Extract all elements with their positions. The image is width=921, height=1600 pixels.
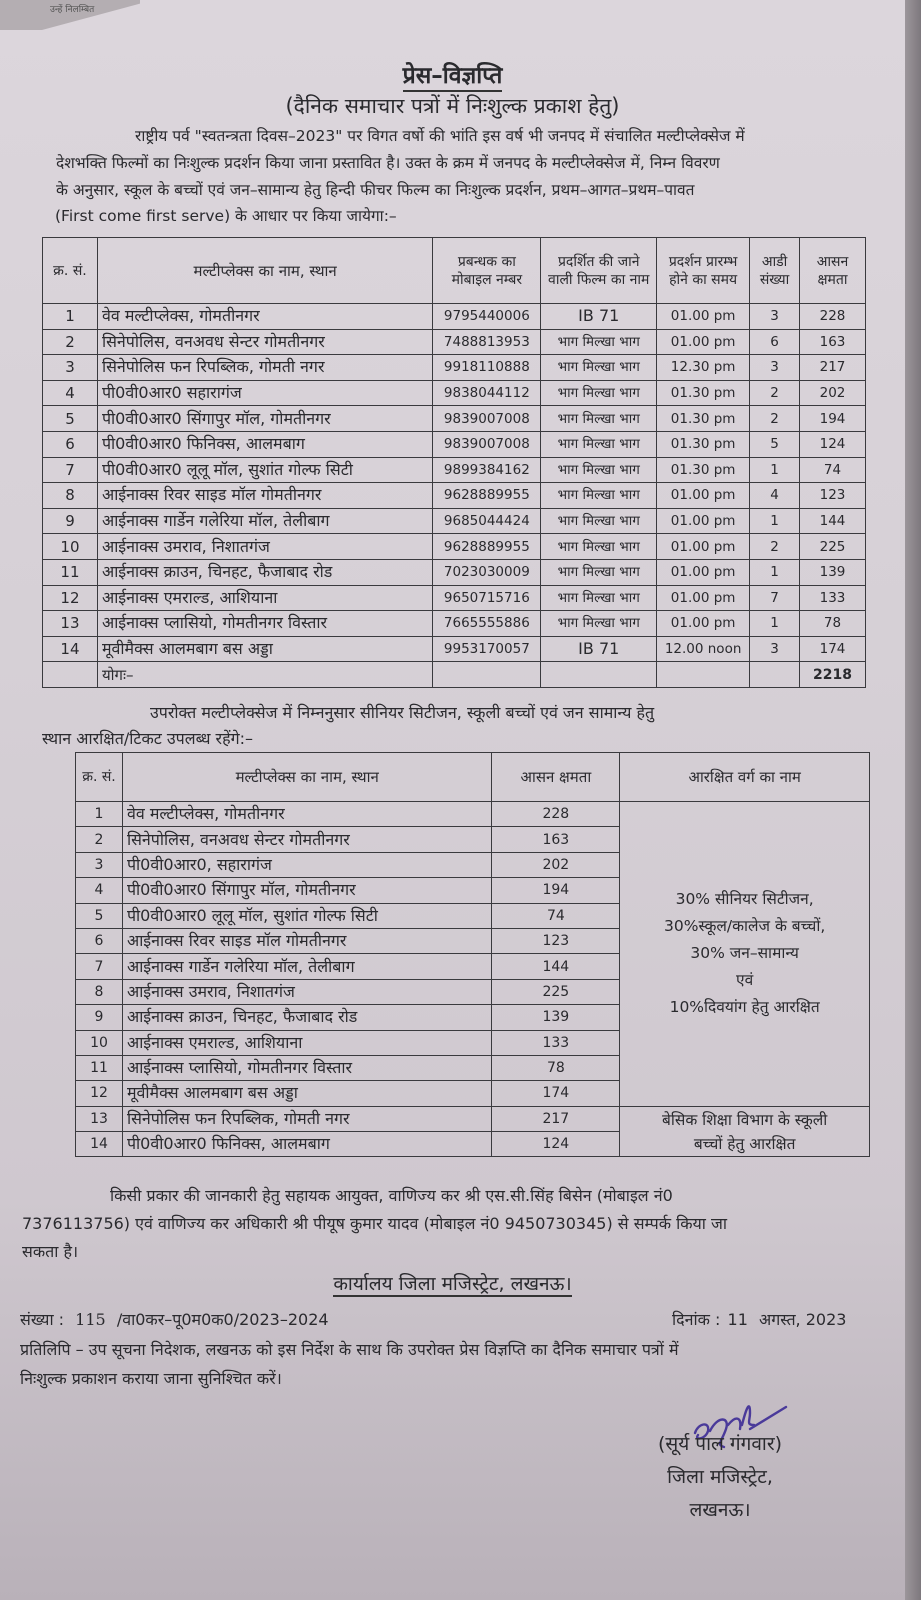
reservation-line-1: उपरोक्त मल्टीप्लेक्सेज में निम्ननुसार सीनियर सिटीजन, स्कूली बच्चों एवं जन सामान्य हेतु (150, 703, 655, 722)
total-empty (541, 662, 657, 688)
cell-sr: 6 (76, 928, 123, 953)
cell-aadi: 5 (750, 431, 800, 457)
cell-capacity: 124 (492, 1132, 620, 1157)
cell-name: पी0वी0आर0 सहारागंज (97, 380, 432, 406)
table-row (43, 636, 866, 662)
cell-film: भाग मिल्खा भाग (541, 508, 657, 534)
cell-aadi: 1 (750, 508, 800, 534)
cell-aadi: 1 (750, 457, 800, 483)
cell-name: आईनाक्स एमराल्ड, आशियाना (122, 1030, 491, 1055)
cell-name: पी0वी0आर0 लूलू मॉल, सुशांत गोल्फ सिटी (122, 903, 491, 928)
cell-film: IB 71 (541, 636, 657, 662)
header-category: आरक्षित वर्ग का नाम (620, 753, 870, 802)
cell-capacity: 78 (492, 1055, 620, 1080)
cell-name: आईनाक्स एमराल्ड, आशियाना (97, 585, 432, 611)
cell-capacity: 228 (800, 304, 866, 330)
cell-capacity: 174 (800, 636, 866, 662)
cell-name: सिनेपोलिस, वनअवध सेन्टर गोमतीनगर (122, 827, 491, 852)
intro-line-2: देशभक्ति फिल्मों का निःशुल्क प्रदर्शन किया जाना प्रस्तावित है। उक्त के क्रम में जनपद के मल्टीप्लेक्सेज में, निम्न विवरण (56, 154, 720, 172)
cell-capacity: 133 (800, 585, 866, 611)
cell-time: 01.00 pm (657, 534, 750, 560)
cell-capacity: 144 (800, 508, 866, 534)
cell-sr: 14 (43, 636, 98, 662)
cell-aadi: 1 (750, 611, 800, 637)
contact-line-2: 7376113756) एवं वाणिज्य कर अधिकारी श्री पीयूष कुमार यादव (मोबाइल नं0 9450730345) से सम्पर्क किया जा (22, 1214, 728, 1233)
reservation-table (75, 752, 870, 1157)
table-row (76, 1106, 870, 1131)
cell-time: 12.30 pm (657, 355, 750, 381)
cell-mobile: 9839007008 (433, 406, 541, 432)
cell-mobile: 9839007008 (433, 431, 541, 457)
table-row (43, 304, 866, 330)
table-row (43, 406, 866, 432)
screening-table (42, 237, 866, 688)
cell-time: 01.30 pm (657, 457, 750, 483)
cell-capacity: 139 (800, 559, 866, 585)
cell-mobile: 7488813953 (433, 329, 541, 355)
cell-name: सिनेपोलिस, वनअवध सेन्टर गोमतीनगर (97, 329, 432, 355)
cell-sr: 7 (43, 457, 98, 483)
cell-sr: 4 (43, 380, 98, 406)
cell-film: भाग मिल्खा भाग (541, 534, 657, 560)
cell-mobile: 7023030009 (433, 559, 541, 585)
cell-sr: 5 (76, 903, 123, 928)
header-mobile: प्रबन्धक का मोबाइल नम्बर (433, 238, 541, 304)
background-edge (905, 0, 921, 1600)
cell-sr: 14 (76, 1132, 123, 1157)
cell-sr: 4 (76, 878, 123, 903)
cell-sr: 3 (76, 852, 123, 877)
cell-time: 01.00 pm (657, 559, 750, 585)
header-time: प्रदर्शन प्रारम्भ होने का समय (657, 238, 750, 304)
number-value: 115 (75, 1310, 106, 1329)
cell-name: सिनेपोलिस फन रिपब्लिक, गोमती नगर (122, 1106, 491, 1131)
cell-name: आईनाक्स प्लासियो, गोमतीनगर विस्तार (97, 611, 432, 637)
cell-sr: 10 (43, 534, 98, 560)
table-row (43, 329, 866, 355)
cell-aadi: 3 (750, 636, 800, 662)
cell-mobile: 9953170057 (433, 636, 541, 662)
total-empty (433, 662, 541, 688)
category-line: 30%स्कूल/कालेज के बच्चों, (664, 917, 826, 936)
cell-film: भाग मिल्खा भाग (541, 585, 657, 611)
cell-capacity: 123 (800, 483, 866, 509)
cell-capacity: 194 (492, 878, 620, 903)
cell-sr: 12 (76, 1081, 123, 1106)
cell-name: वेव मल्टीप्लेक्स, गोमतीनगर (122, 802, 491, 827)
cell-name: आईनाक्स प्लासियो, गोमतीनगर विस्तार (122, 1055, 491, 1080)
table-row (43, 611, 866, 637)
cell-sr: 9 (43, 508, 98, 534)
cell-name: आईनाक्स क्राउन, चिनहट, फैजाबाद रोड (122, 1005, 491, 1030)
cell-film: भाग मिल्खा भाग (541, 355, 657, 381)
cell-aadi: 6 (750, 329, 800, 355)
cell-capacity: 174 (492, 1081, 620, 1106)
cell-sr: 8 (76, 979, 123, 1004)
cell-film: भाग मिल्खा भाग (541, 431, 657, 457)
date-day: 11 (727, 1310, 748, 1329)
cell-film: भाग मिल्खा भाग (541, 380, 657, 406)
table-header-row (76, 753, 870, 802)
table-row (43, 534, 866, 560)
cell-aadi: 2 (750, 534, 800, 560)
cell-name: मूवीमैक्स आलमबाग बस अड्डा (97, 636, 432, 662)
reservation-line-2: स्थान आरक्षित/टिकट उपलब्ध रहेंगे:– (42, 729, 253, 748)
cell-name: सिनेपोलिस फन रिपब्लिक, गोमती नगर (97, 355, 432, 381)
intro-line-1: राष्ट्रीय पर्व "स्वतन्त्रता दिवस–2023" पर विगत वर्षो की भांति इस वर्ष भी जनपद में संचालित मल्टीप्लेक्सेज में (135, 127, 745, 145)
cell-mobile: 9918110888 (433, 355, 541, 381)
cell-name: आईनाक्स गार्डेन गलेरिया मॉल, तेलीबाग (97, 508, 432, 534)
cell-film: IB 71 (541, 304, 657, 330)
reference-number (20, 1308, 329, 1330)
cell-capacity: 202 (492, 852, 620, 877)
cell-mobile: 9650715716 (433, 585, 541, 611)
cell-capacity: 133 (492, 1030, 620, 1055)
cell-mobile: 9685044424 (433, 508, 541, 534)
cell-name: आईनाक्स क्राउन, चिनहट, फैजाबाद रोड (97, 559, 432, 585)
cell-mobile: 9628889955 (433, 483, 541, 509)
cell-capacity: 124 (800, 431, 866, 457)
fold-text: उन्हें निलम्बित (50, 5, 95, 15)
contact-line-3: सकता है। (22, 1242, 79, 1261)
signatory-name: (सूर्य पाल गंगवार) (657, 1433, 782, 1455)
header-name: मल्टीप्लेक्स का नाम, स्थान (122, 753, 491, 802)
cell-sr: 12 (43, 585, 98, 611)
cell-aadi: 7 (750, 585, 800, 611)
cell-capacity: 163 (800, 329, 866, 355)
document-date (672, 1308, 846, 1330)
cell-sr: 8 (43, 483, 98, 509)
cell-mobile: 9795440006 (433, 304, 541, 330)
cell-name: पी0वी0आर0 सिंगापुर मॉल, गोमतीनगर (97, 406, 432, 432)
cell-capacity: 217 (492, 1106, 620, 1131)
cell-name: पी0वी0आर0 फिनिक्स, आलमबाग (122, 1132, 491, 1157)
cell-sr: 2 (76, 827, 123, 852)
cell-mobile: 9628889955 (433, 534, 541, 560)
header-name: मल्टीप्लेक्स का नाम, स्थान (97, 238, 432, 304)
table-row (43, 457, 866, 483)
number-ref: /वा0कर–पू0म0क0/2023–2024 (116, 1310, 329, 1329)
page-subtitle: (दैनिक समाचार पत्रों में निःशुल्क प्रकाश हेतु) (285, 94, 620, 118)
total-empty (750, 662, 800, 688)
table-row (43, 483, 866, 509)
total-empty (657, 662, 750, 688)
cell-capacity: 194 (800, 406, 866, 432)
cell-capacity: 217 (800, 355, 866, 381)
table-row (43, 508, 866, 534)
title-text: प्रेस–विज्ञप्ति (403, 63, 503, 92)
category-line: एवं (736, 971, 754, 990)
cell-name: वेव मल्टीप्लेक्स, गोमतीनगर (97, 304, 432, 330)
cell-capacity: 78 (800, 611, 866, 637)
cell-film: भाग मिल्खा भाग (541, 329, 657, 355)
cell-capacity: 123 (492, 928, 620, 953)
cell-time: 01.00 pm (657, 585, 750, 611)
cell-film: भाग मिल्खा भाग (541, 611, 657, 637)
cell-capacity: 139 (492, 1005, 620, 1030)
cell-time: 01.00 pm (657, 611, 750, 637)
cell-name: आईनाक्स रिवर साइड मॉल गोमतीनगर (122, 928, 491, 953)
category-line: 30% जन–सामान्य (690, 944, 799, 963)
cell-film: भाग मिल्खा भाग (541, 457, 657, 483)
cell-film: भाग मिल्खा भाग (541, 483, 657, 509)
category-general-reservation (620, 802, 870, 1107)
page-title (0, 58, 905, 90)
category-line: 30% सीनियर सिटीजन, (675, 890, 814, 909)
cell-capacity: 163 (492, 827, 620, 852)
cell-sr: 10 (76, 1030, 123, 1055)
cell-time: 01.00 pm (657, 483, 750, 509)
number-label: संख्या : (20, 1310, 65, 1329)
cell-sr: 13 (43, 611, 98, 637)
cell-sr: 1 (43, 304, 98, 330)
cell-capacity: 74 (492, 903, 620, 928)
cell-sr: 1 (76, 802, 123, 827)
cell-mobile: 9838044112 (433, 380, 541, 406)
total-value: 2218 (800, 662, 866, 688)
cell-sr: 6 (43, 431, 98, 457)
header-sr: क्र. सं. (43, 238, 98, 304)
header-capacity: आसन क्षमता (800, 238, 866, 304)
category-line: बच्चों हेतु आरक्षित (693, 1134, 796, 1153)
cell-aadi: 2 (750, 380, 800, 406)
cell-sr: 9 (76, 1005, 123, 1030)
cell-capacity: 144 (492, 954, 620, 979)
date-label: दिनांक : (672, 1310, 721, 1329)
category-line: 10%दिवयांग हेतु आरक्षित (669, 998, 820, 1017)
contact-line-1: किसी प्रकार की जानकारी हेतु सहायक आयुक्त, वाणिज्य कर श्री एस.सी.सिंह बिसेन (मोबाइल नं0 (110, 1186, 673, 1205)
cell-name: आईनाक्स गार्डेन गलेरिया मॉल, तेलीबाग (122, 954, 491, 979)
cell-sr: 11 (43, 559, 98, 585)
cell-capacity: 228 (492, 802, 620, 827)
header-sr: क्र. सं. (76, 753, 123, 802)
table-row (43, 559, 866, 585)
cell-name: पी0वी0आर0 लूलू मॉल, सुशांत गोल्फ सिटी (97, 457, 432, 483)
table-row (43, 355, 866, 381)
category-line: बेसिक शिक्षा विभाग के स्कूली (662, 1110, 828, 1129)
header-film: प्रदर्शित की जाने वाली फिल्म का नाम (541, 238, 657, 304)
table-row (76, 802, 870, 827)
table-row (43, 380, 866, 406)
cell-aadi: 1 (750, 559, 800, 585)
signatory-designation: जिला मजिस्ट्रेट, (667, 1466, 773, 1488)
cell-sr: 13 (76, 1106, 123, 1131)
cell-name: मूवीमैक्स आलमबाग बस अड्डा (122, 1081, 491, 1106)
intro-line-3: के अनुसार, स्कूल के बच्चों एवं जन–सामान्य हेतु हिन्दी फीचर फिल्म का निःशुल्क प्रदर्शन, प्रथम–आगत–प्रथम–पावत (56, 181, 695, 199)
office-heading (0, 1270, 905, 1296)
cell-mobile: 7665555886 (433, 611, 541, 637)
cell-name: पी0वी0आर0 फिनिक्स, आलमबाग (97, 431, 432, 457)
cell-name: आईनाक्स रिवर साइड मॉल गोमतीनगर (97, 483, 432, 509)
cell-sr: 11 (76, 1055, 123, 1080)
cell-time: 12.00 noon (657, 636, 750, 662)
date-rest: अगस्त, 2023 (758, 1310, 847, 1329)
table-row (43, 431, 866, 457)
cell-sr: 2 (43, 329, 98, 355)
cell-aadi: 4 (750, 483, 800, 509)
cell-time: 01.30 pm (657, 380, 750, 406)
cell-name: पी0वी0आर0 सिंगापुर मॉल, गोमतीनगर (122, 878, 491, 903)
cell-name: आईनाक्स उमराव, निशातगंज (122, 979, 491, 1004)
office-heading-text: कार्यालय जिला मजिस्ट्रेट, लखनऊ। (333, 1273, 572, 1295)
table-row (43, 585, 866, 611)
total-label: योगः– (97, 662, 432, 688)
cell-capacity: 225 (492, 979, 620, 1004)
cell-aadi: 3 (750, 304, 800, 330)
header-aadi: आडी संख्या (750, 238, 800, 304)
cell-sr: 7 (76, 954, 123, 979)
cell-time: 01.30 pm (657, 431, 750, 457)
intro-line-4: (First come first serve) के आधार पर किया जायेगा:– (55, 207, 397, 225)
cell-mobile: 9899384162 (433, 457, 541, 483)
copy-line-1: प्रतिलिपि – उप सूचना निदेशक, लखनऊ को इस निर्देश के साथ कि उपरोक्त प्रेस विज्ञप्ति का दैनिक समाचार पत्रों में (20, 1340, 679, 1359)
cell-time: 01.00 pm (657, 508, 750, 534)
header-capacity: आसन क्षमता (492, 753, 620, 802)
signatory-place: लखनऊ। (689, 1499, 751, 1521)
cell-sr: 5 (43, 406, 98, 432)
cell-capacity: 225 (800, 534, 866, 560)
cell-film: भाग मिल्खा भाग (541, 406, 657, 432)
cell-capacity: 74 (800, 457, 866, 483)
cell-name: पी0वी0आर0, सहारागंज (122, 852, 491, 877)
cell-time: 01.00 pm (657, 329, 750, 355)
total-empty (43, 662, 98, 688)
cell-sr: 3 (43, 355, 98, 381)
cell-aadi: 2 (750, 406, 800, 432)
cell-time: 01.30 pm (657, 406, 750, 432)
cell-time: 01.00 pm (657, 304, 750, 330)
copy-line-2: निःशुल्क प्रकाशन कराया जाना सुनिश्चित करें। (20, 1369, 282, 1388)
cell-name: आईनाक्स उमराव, निशातगंज (97, 534, 432, 560)
table-header-row (43, 238, 866, 304)
cell-aadi: 3 (750, 355, 800, 381)
cell-capacity: 202 (800, 380, 866, 406)
category-school-reservation (620, 1106, 870, 1157)
cell-film: भाग मिल्खा भाग (541, 559, 657, 585)
total-row (43, 662, 866, 688)
